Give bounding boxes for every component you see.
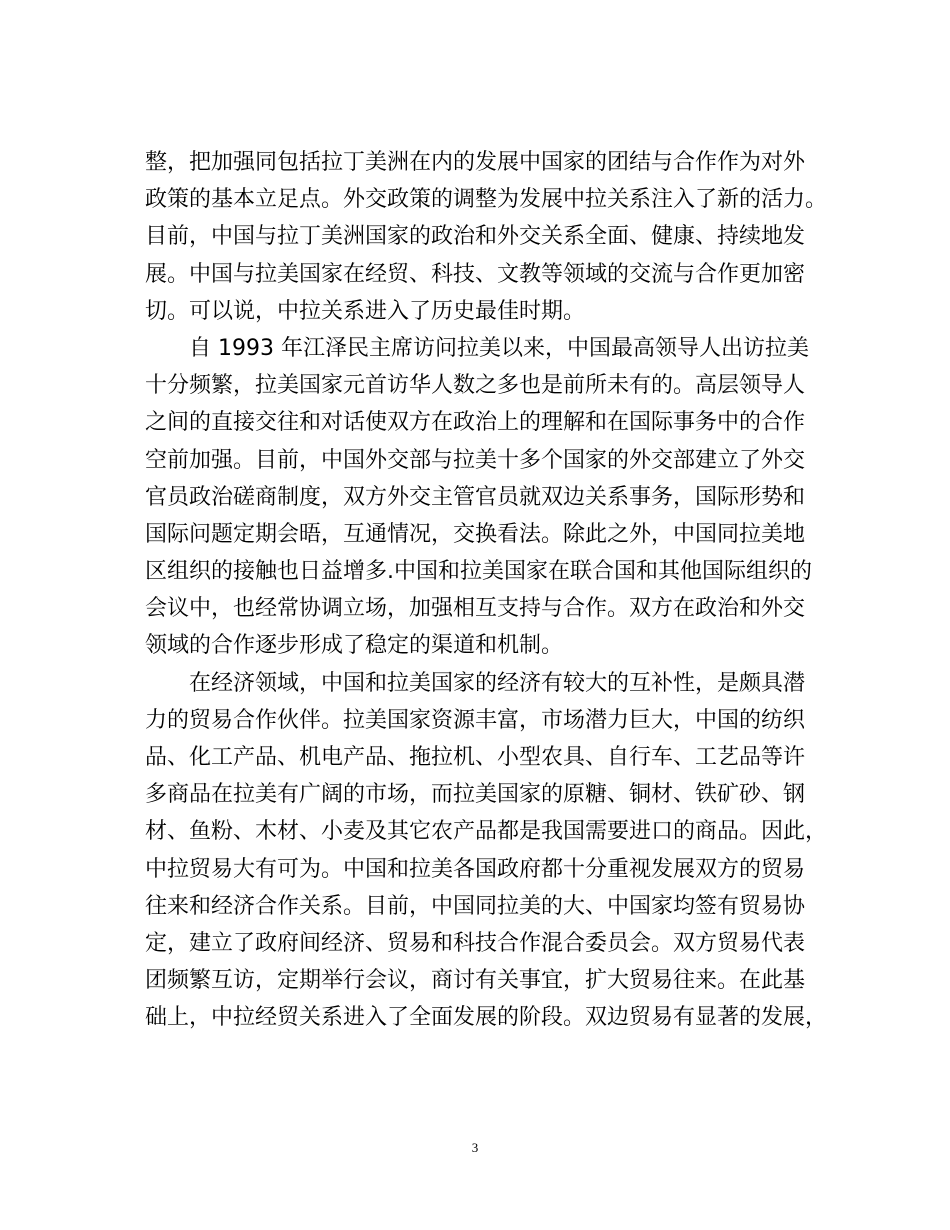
text-line: 整，把加强同包括拉丁美洲在内的发展中国家的团结与合作作为对外 [145, 150, 806, 175]
page-number: 3 [471, 1140, 479, 1155]
paragraph-3 [145, 665, 828, 1037]
text-line: 自 1993 年江泽民主席访问拉美以来，中国最高领导人出访拉美 [189, 335, 809, 361]
body-text [145, 144, 828, 1037]
text-line: 多商品在拉美有广阔的市场，而拉美国家的原糖、铜材、铁矿砂、钢 [145, 782, 806, 808]
text-line: 之间的直接交往和对话使双方在政治上的理解和在国际事务中的合作 [145, 410, 806, 436]
text-line: 官员政治磋商制度，双方外交主管官员就双边关系事务，国际形势和 [145, 484, 806, 510]
text-line: 切。可以说，中拉关系进入了历史最佳时期。 [145, 298, 586, 324]
paragraph-1 [145, 144, 828, 330]
text-line: 空前加强。目前，中国外交部与拉美十多个国家的外交部建立了外交 [145, 447, 806, 473]
text-line: 力的贸易合作伙伴。拉美国家资源丰富，市场潜力巨大，中国的纺织 [145, 707, 806, 733]
text-line: 团频繁互访，定期举行会议，商讨有关事宜，扩大贸易往来。在此基 [145, 968, 806, 994]
text-line: 政策的基本立足点。外交政策的调整为发展中拉关系注入了新的活力。 [145, 187, 828, 213]
text-line: 品、化工产品、机电产品、拖拉机、小型农具、自行车、工艺品等许 [145, 745, 806, 770]
text-line: 会议中，也经常协调立场，加强相互支持与合作。双方在政治和外交 [145, 596, 806, 622]
text-line: 目前，中国与拉丁美洲国家的政治和外交关系全面、健康、持续地发 [145, 224, 806, 250]
text-line: 材、鱼粉、木材、小麦及其它农产品都是我国需要进口的商品。因此， [145, 819, 828, 845]
text-line: 国际问题定期会晤，互通情况，交换看法。除此之外，中国同拉美地 [145, 521, 806, 547]
text-line: 领域的合作逐步形成了稳定的渠道和机制。 [145, 633, 564, 659]
text-line: 展。中国与拉美国家在经贸、科技、文教等领域的交流与合作更加密 [145, 261, 806, 287]
text-line: 础上，中拉经贸关系进入了全面发展的阶段。双边贸易有显著的发展， [145, 1005, 828, 1031]
text-line: 十分频繁，拉美国家元首访华人数之多也是前所未有的。高层领导人 [145, 373, 806, 399]
text-line: 往来和经济合作关系。目前，中国同拉美的大、中国家均签有贸易协 [145, 893, 806, 919]
paragraph-2 [145, 330, 812, 665]
text-line: 在经济领域，中国和拉美国家的经济有较大的互补性，是颇具潜 [189, 670, 806, 696]
text-line: 定，建立了政府间经济、贸易和科技合作混合委员会。双方贸易代表 [145, 930, 806, 956]
text-line: 区组织的接触也日益增多.中国和拉美国家在联合国和其他国际组织的 [145, 559, 812, 585]
text-line: 中拉贸易大有可为。中国和拉美各国政府都十分重视发展双方的贸易 [145, 856, 806, 882]
